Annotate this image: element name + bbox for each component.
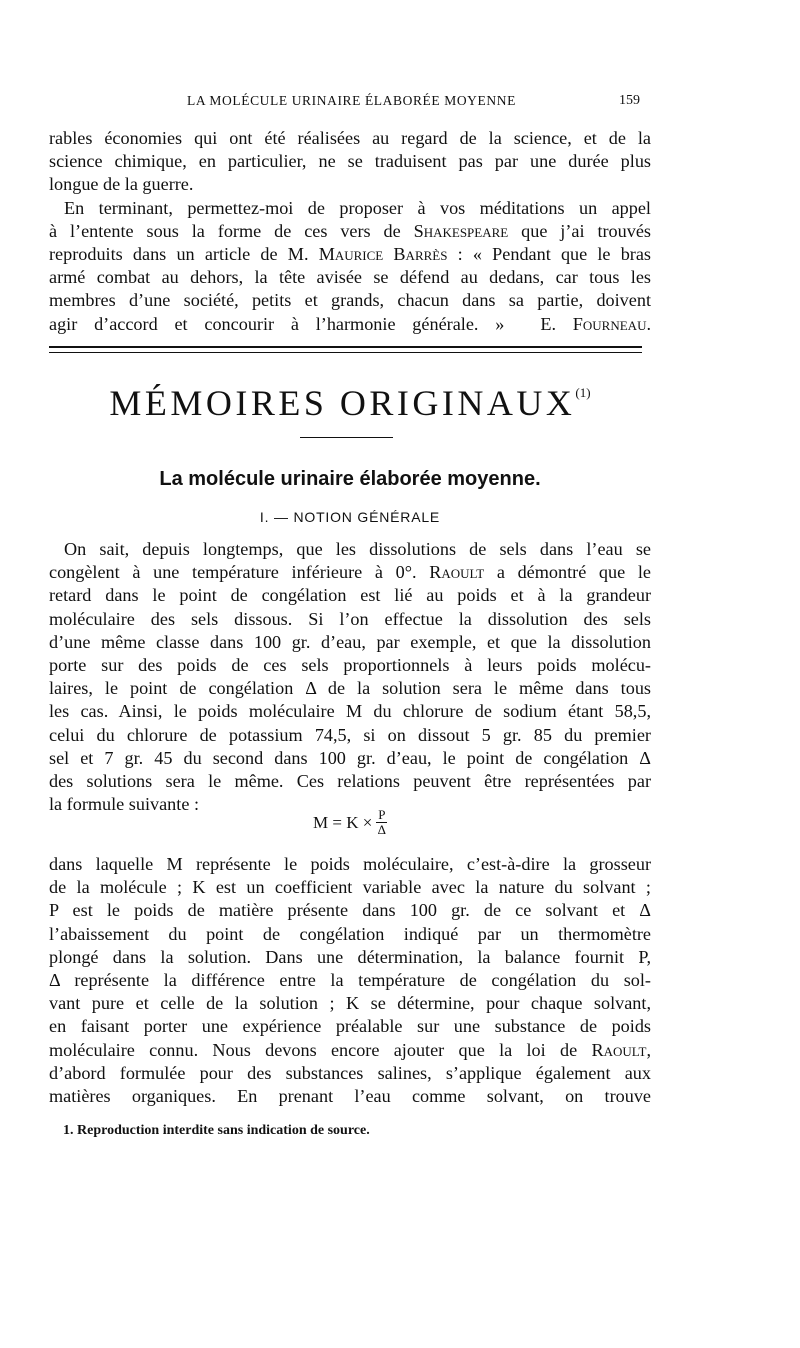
text-line: d’une même classe dans 100 gr. d’eau, par exemple, et que la dissolution	[49, 631, 651, 652]
text-line: des solutions sera le même. Ces relations peuvent être représentées par	[49, 771, 651, 792]
text-line: en faisant porter une expérience préalable sur une substance de poids	[49, 1016, 651, 1037]
text-line: agir d’accord et concourir à l’harmonie générale. » E. Fourneau.	[49, 313, 652, 334]
author-name: Shakespeare	[413, 220, 509, 241]
text-line: membres d’une société, petits et grands, chacun dans sa partie, doivent	[49, 290, 651, 311]
text-line: On sait, depuis longtemps, que les dissolutions de sels dans l’eau se	[64, 539, 651, 559]
body-paragraph-1	[49, 538, 651, 816]
footnote: 1. Reproduction interdite sans indication de source.	[63, 1123, 370, 1138]
author-name: Raoult	[429, 562, 485, 583]
text-line: la formule suivante :	[49, 794, 200, 815]
fraction: $\frac{P}{\Delta}$	[377, 807, 387, 837]
text-line: matières organiques. En prenant l’eau comme solvant, on trouve	[49, 1086, 651, 1107]
text-line: rables économies qui ont été réalisées au regard de la science, et de la	[49, 128, 651, 148]
text-line: plongé dans la solution. Dans une détermination, la balance fournit P,	[49, 946, 651, 967]
text-line: porte sur des poids de ces sels proportionnels à leurs poids molécu-	[49, 655, 651, 676]
text-line: sel et 7 gr. 45 du second dans 100 gr. d’eau, le point de congélation Δ	[49, 747, 651, 768]
text-line: vant pure et celle de la solution ; K se détermine, pour chaque solvant,	[49, 993, 651, 1014]
text-line: Δ représente la différence entre la température de congélation du sol-	[49, 970, 651, 991]
text-line: longue de la guerre.	[49, 174, 194, 195]
article-title: La molécule urinaire élaborée moyenne.	[159, 468, 541, 490]
formula: M = K × $\frac{P}{\Delta}$	[313, 807, 387, 837]
text-line: d’abord formulée pour des substances salines, s’applique également aux	[49, 1062, 651, 1083]
text-line: retard dans le point de congélation est lié au poids et à la grandeur	[49, 585, 651, 606]
page-number: 159	[619, 93, 640, 108]
text-line: armé combat au dehors, la tête avisée se défend au dedans, car tous les	[49, 267, 651, 288]
author-name: Maurice Barrès	[318, 244, 448, 265]
subsection-heading: I. — NOTION GÉNÉRALE	[259, 509, 441, 525]
text-line: En terminant, permettez-moi de proposer à vos méditations un appel	[64, 197, 651, 218]
title-rule	[300, 437, 393, 438]
intro-paragraphs	[49, 127, 651, 336]
signature: E. Fourneau.	[540, 313, 652, 334]
author-name: Raoult	[591, 1039, 647, 1060]
section-divider	[49, 346, 642, 353]
text-line: moléculaire connu. Nous devons encore ajouter que la loi de Raoult,	[49, 1039, 651, 1060]
running-header: LA MOLÉCULE URINAIRE ÉLABORÉE MOYENNE	[187, 93, 516, 108]
text-line: celui du chlorure de potassium 74,5, si on dissout 5 gr. 85 du premier	[49, 724, 651, 745]
text-line: science chimique, en particulier, ne se traduisent pas par une durée plus	[49, 151, 651, 172]
text-line: à l’entente sous la forme de ces vers de Shakespeare que j’ai trouvés	[49, 220, 651, 241]
text-line: les cas. Ainsi, le poids moléculaire M du chlorure de sodium étant 58,5,	[49, 701, 651, 722]
text-line: dans laquelle M représente le poids moléculaire, c’est-à-dire la grosseur	[49, 854, 651, 874]
text-line: congèlent à une température inférieure à 0°. Raoult a démontré que le	[49, 562, 651, 583]
text-line: laires, le point de congélation Δ de la solution sera le même dans tous	[49, 678, 651, 699]
section-title: MÉMOIRES ORIGINAUX$^{(1)}$	[109, 383, 591, 423]
text-line: reproduits dans un article de M. Maurice Barrès : « Pendant que le bras	[49, 244, 651, 265]
text-line: moléculaire des sels dissous. Si l’on effectue la dissolution des sels	[49, 608, 651, 629]
text-line: P est le poids de matière présente dans 100 gr. de ce solvant et Δ	[49, 900, 651, 921]
footnote-marker: (1)	[575, 385, 591, 400]
text-line: l’abaissement du point de congélation indiqué par un thermomètre	[49, 923, 651, 944]
body-paragraph-2	[49, 853, 651, 1108]
text-line: de la molécule ; K est un coefficient variable avec la nature du solvant ;	[49, 877, 651, 898]
